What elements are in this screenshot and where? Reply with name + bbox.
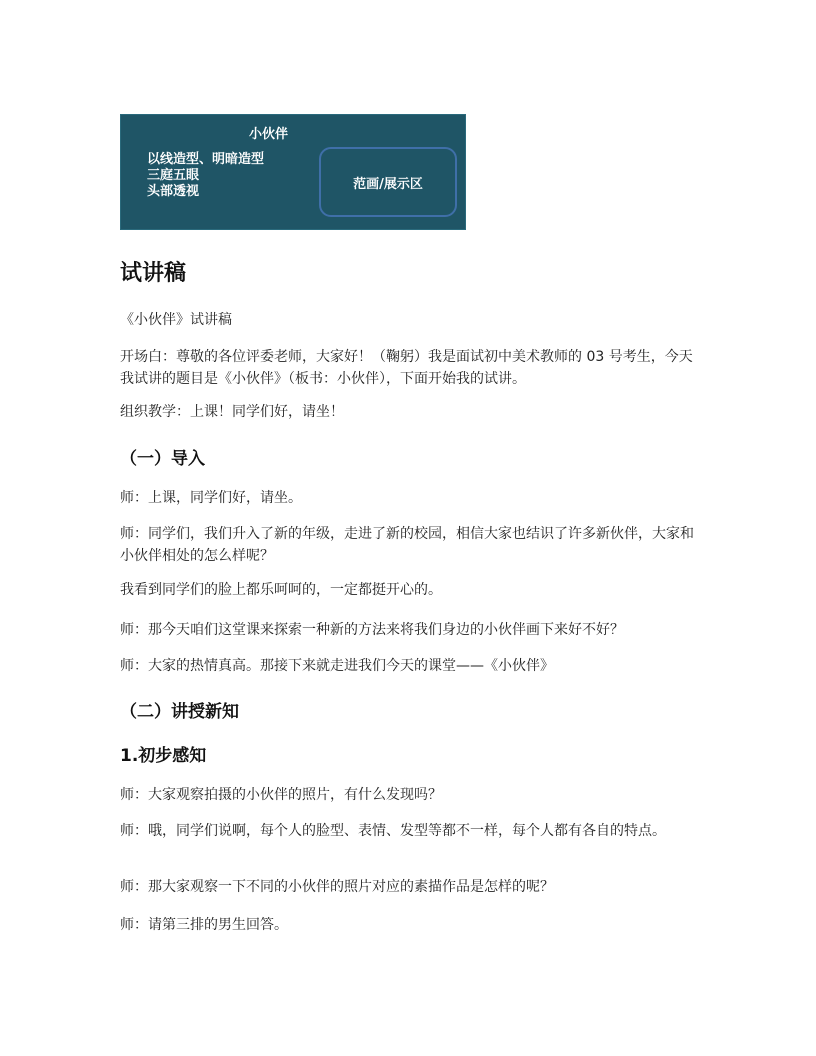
section-heading: （一）导入 xyxy=(120,449,205,469)
paragraph: 开场白：尊敬的各位评委老师，大家好！（鞠躬）我是面试初中美术教师的 03 号考生，今天我试讲的题目是《小伙伴》（板书：小伙伴），下面开始我的试讲。 xyxy=(120,349,693,387)
board-point: 三庭五眼 xyxy=(147,168,200,183)
paragraph: 师：请第三排的男生回答。 xyxy=(120,917,288,933)
board-title: 小伙伴 xyxy=(249,127,289,142)
board-display-label: 范画/展示区 xyxy=(353,176,423,192)
paragraph: 师：那今天咱们这堂课来探索一种新的方法来将我们身边的小伙伴画下来好不好？ xyxy=(120,622,624,638)
board-display-area xyxy=(319,147,457,217)
paragraph: 《小伙伴》试讲稿 xyxy=(120,312,232,328)
paragraph: 我看到同学们的脸上都乐呵呵的，一定都挺开心的。 xyxy=(120,582,442,598)
paragraph: 师：那大家观察一下不同的小伙伴的照片对应的素描作品是怎样的呢？ xyxy=(120,879,554,895)
paragraph: 师：哦，同学们说啊，每个人的脸型、表情、发型等都不一样，每个人都有各自的特点。 xyxy=(120,823,666,839)
paragraph: 师：大家的热情真高。那接下来就走进我们今天的课堂——《小伙伴》 xyxy=(120,658,554,674)
subsection-heading: 1.初步感知 xyxy=(120,746,207,766)
paragraph: 师：大家观察拍摄的小伙伴的照片，有什么发现吗？ xyxy=(120,787,442,803)
paragraph: 组织教学：上课！同学们好，请坐！ xyxy=(120,404,344,420)
section-heading: （二）讲授新知 xyxy=(120,702,239,722)
document-title: 试讲稿 xyxy=(120,261,187,286)
paragraph: 师：同学们，我们升入了新的年级，走进了新的校园，相信大家也结识了许多新伙伴，大家和小伙伴相处的怎么样呢？ xyxy=(120,526,694,564)
paragraph: 师：上课，同学们好，请坐。 xyxy=(120,490,302,506)
board-point: 以线造型、明暗造型 xyxy=(147,152,265,167)
blackboard-design xyxy=(120,114,466,230)
board-points xyxy=(147,152,264,200)
board-point: 头部透视 xyxy=(147,184,200,199)
